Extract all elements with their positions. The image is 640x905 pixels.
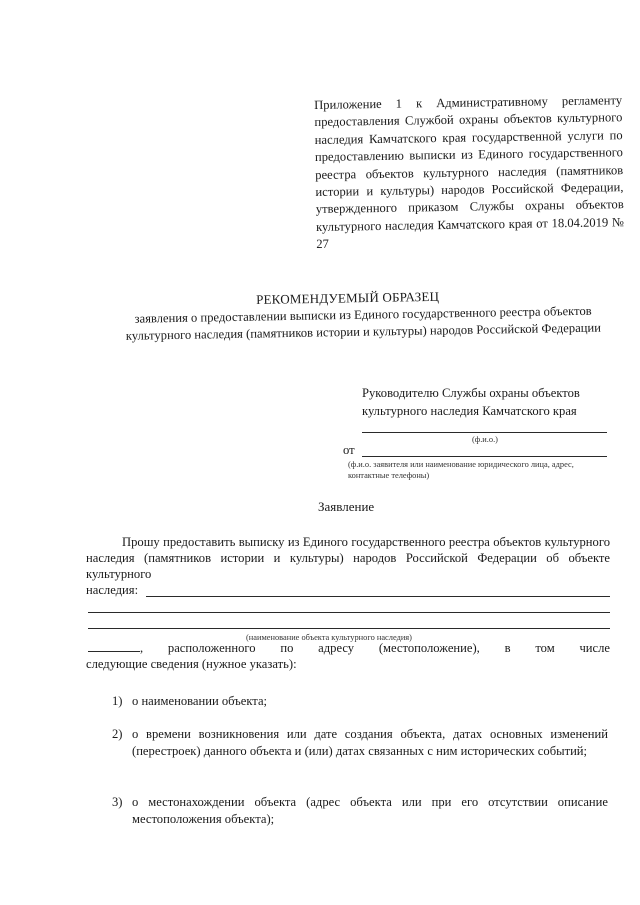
- request-paragraph-end-b: следующие сведения (нужное указать):: [86, 657, 297, 671]
- fio-line: [362, 432, 607, 433]
- object-label: наследия:: [86, 583, 139, 597]
- appendix-note: Приложение 1 к Административному регламенту предоставления Службой охраны объектов культурного наследия Камчатского края государственной услуги по предоставлению выписки из Единого государственного реестра объектов культурного наследия (памятников истории и культуры) народов Российской Федерации, утвержденного приказом Службы охраны объектов культурного наследия Камчатского края от 18.04.2019 № 27: [314, 93, 625, 252]
- list-item-text: о наименовании объекта;: [132, 694, 268, 708]
- object-line-1: [146, 596, 610, 597]
- document-subtitle: заявления о предоставлении выписки из Единого государственного реестра объектов культурного наследия (памятников истории и культуры) народов Российской Федерации: [125, 303, 602, 343]
- from-line: [362, 456, 607, 457]
- from-hint: (ф.и.о. заявителя или наименование юридического лица, адрес, контактные телефоны): [348, 460, 574, 480]
- list-item-number: 2): [112, 727, 123, 741]
- list-item-3: [112, 794, 608, 828]
- object-line-4: [88, 651, 140, 652]
- list-item-text: о местонахождении объекта (адрес объекта или при его отсутствии описание местоположения объекта);: [132, 795, 608, 826]
- addressee: Руководителю Службы охраны объектов культурного наследия Камчатского края: [362, 386, 580, 418]
- list-item-1: [112, 693, 608, 710]
- document-title: РЕКОМЕНДУЕМЫЙ ОБРАЗЕЦ: [256, 288, 440, 307]
- request-paragraph-end-a: , расположенного по адресу (местоположение), в том числе: [140, 641, 610, 655]
- list-item-2: [112, 726, 608, 760]
- object-line-3: [88, 628, 610, 629]
- fio-hint: (ф.и.о.): [472, 435, 498, 444]
- list-item-number: 3): [112, 795, 123, 809]
- object-hint: (наименование объекта культурного наследия): [246, 633, 412, 642]
- list-item-text: о времени возникновения или дате создания объекта, датах основных изменений (перестроек) данного объекта и (или) датах связанных с ним исторических событий;: [132, 727, 608, 758]
- object-line-2: [88, 612, 610, 613]
- request-paragraph: Прошу предоставить выписку из Единого государственного реестра объектов культурного наследия (памятников истории и культуры) народов Российской Федерации об объекте культурного: [86, 535, 610, 581]
- list-item-number: 1): [112, 694, 123, 708]
- from-label: от: [343, 443, 355, 457]
- statement-heading: Заявление: [318, 499, 375, 514]
